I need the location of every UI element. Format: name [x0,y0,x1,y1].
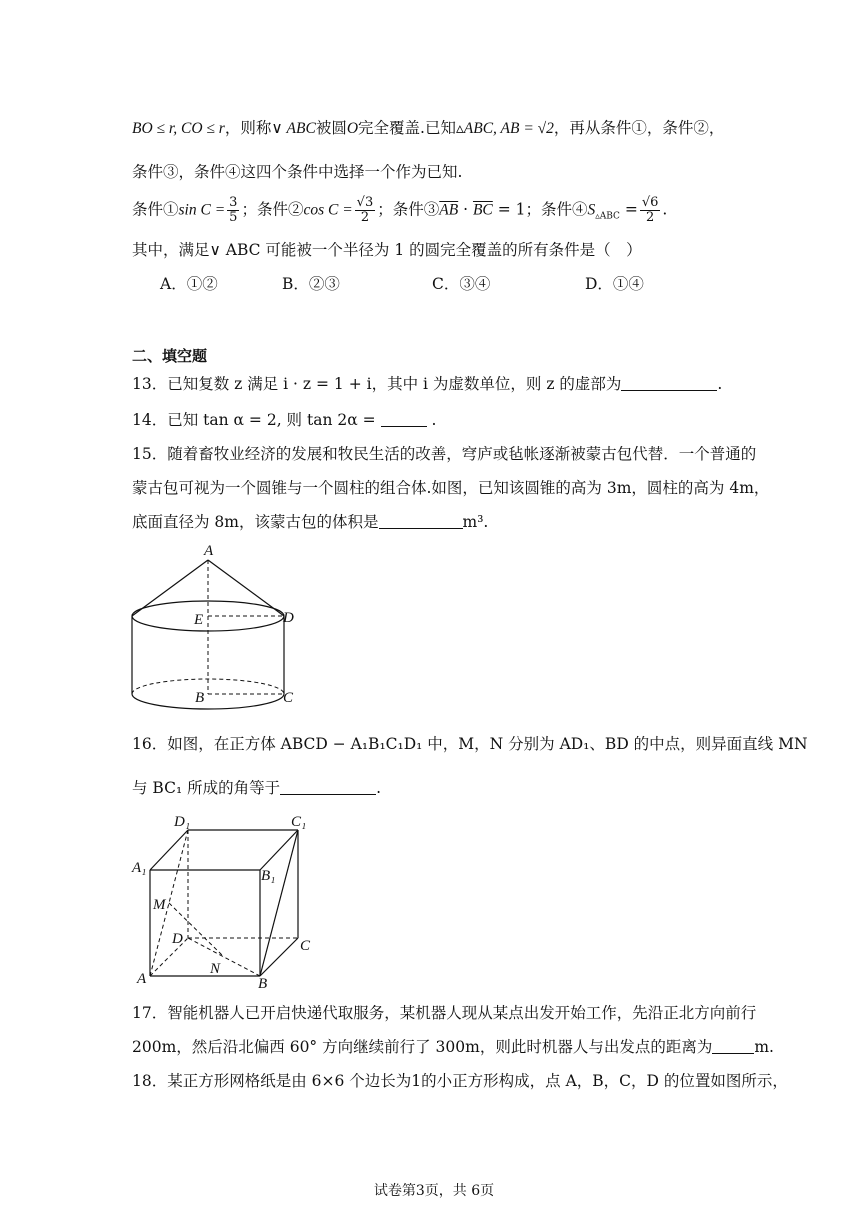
q14: 14．已知 tan α = 2, 则 tan 2α = . [132,411,437,429]
answer-blank[interactable] [280,794,376,795]
label-d: D [283,610,294,626]
fraction: $\frac{√3}{2}$ [356,195,374,225]
q13: 13．已知复数 z 满足 i · z = 1 + i，其中 i 为虚数单位，则 z 的虚部为 . [132,375,723,393]
label-b: B [195,690,205,706]
q16-line2: 与 BC₁ 所成的角等于 . [132,779,382,797]
label-c1: C₁ [291,814,307,830]
label-n: N [210,961,221,977]
section-heading: 二、填空题 [132,347,208,365]
answer-blank[interactable] [381,426,427,427]
label-c: C [283,690,294,706]
fraction: $\frac{√6}{2}$ [641,195,659,225]
answer-blank[interactable] [379,528,463,529]
q16-line1: 16．如图，在正方体 ABCD − A₁B₁C₁D₁ 中，M，N 分别为 AD₁、BD 的中点，则异面直线 MN [132,735,808,753]
q17-line1: 17．智能机器人已开启快递代取服务，某机器人现从某点出发开始工作，先沿正北方向前行 [132,1004,757,1022]
answer-blank[interactable] [621,390,717,391]
option-d[interactable]: D．①④ [585,275,644,293]
q15-line1: 15．随着畜牧业经济的发展和牧民生活的改善，穹庐或毡帐逐渐被蒙古包代替．一个普通的 [132,445,757,463]
q18-line1: 18．某正方形网格纸是由 6×6 个边长为1的小正方形构成，点 A，B，C，D 的位置如图所示， [132,1072,788,1090]
label-d1: D₁ [174,814,191,830]
q12-line1: BO ≤ r, CO ≤ r，则称∨ ABC被圆O完全覆盖.已知▵ABC, AB = √2，再从条件①，条件②， [132,119,725,137]
q15-line3: 底面直径为 8m，该蒙古包的体积是 m³. [132,513,489,531]
label-m: M [153,897,166,913]
q15-line2: 蒙古包可视为一个圆锥与一个圆柱的组合体.如图，已知该圆锥的高为 3m，圆柱的高为 4m， [132,479,770,497]
label-c: C [300,938,311,954]
option-b[interactable]: B．②③ [282,275,340,293]
label-a: A [137,971,147,987]
fraction: $\frac{3}{5}$ [229,195,238,225]
label-b: B [258,976,268,990]
q17-line2: 200m，然后沿北偏西 60° 方向继续前行了 300m，则此时机器人与出发点的距离为 m. [132,1038,774,1056]
q12-line4: 其中，满足∨ ABC 可能被一个半径为 1 的圆完全覆盖的所有条件是（ ） [132,241,642,259]
label-d: D [172,931,183,947]
q12-expr-bo-co: BO ≤ r, CO ≤ r [132,120,225,137]
yurt-figure [128,542,318,712]
answer-blank[interactable] [712,1053,754,1054]
page-footer: 试卷第3页，共 6页 [373,1183,495,1199]
label-e: E [194,612,204,628]
option-c[interactable]: C．③④ [432,275,491,293]
vector-bc: $\overline{BC}$ [472,201,493,219]
option-a[interactable]: A．①② [160,275,218,293]
cube-figure [128,810,318,990]
q12-expr-abc: ▵ABC, AB = √2 [455,120,554,137]
q12-line2: 条件③，条件④这四个条件中选择一个作为已知. [132,163,463,181]
q12-conditions: 条件①sin C = $\frac{3}{5}$ ；条件②cos C = $\frac{√3}{2}$ ；条件$③\overline{AB} \cdot \overline{BC} = 1$；条件$④S_{▵ABC}$ = $\frac{√6}{2}$ . [132,195,668,225]
label-a: A [204,543,214,559]
vector-ab: $\overline{AB}$ [439,201,459,219]
label-a1: A₁ [132,860,147,876]
label-b1: B₁ [261,868,276,884]
